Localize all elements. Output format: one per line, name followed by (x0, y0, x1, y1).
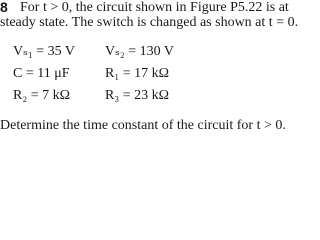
given-values-row (13, 41, 174, 63)
value-r3: R₃ = 23 kΩ (105, 88, 170, 103)
problem-statement-line-1: For t > 0, the circuit shown in Figure P5.22 is at (20, 0, 289, 15)
problem-number: 8 (0, 0, 8, 15)
given-values-row (13, 85, 174, 107)
value-vs2: Vₛ₂ = 130 V (105, 44, 174, 59)
given-values (13, 41, 174, 107)
value-r2: R₂ = 7 kΩ (13, 88, 71, 103)
given-values-row (13, 63, 174, 85)
value-vs1: Vₛ₁ = 35 V (13, 44, 75, 59)
value-r1: R₁ = 17 kΩ (105, 66, 170, 81)
value-c: C = 11 μF (13, 66, 70, 81)
problem-question: Determine the time constant of the circuit for t > 0. (0, 118, 286, 133)
problem-statement-line-2: steady state. The switch is changed as shown at t = 0. (0, 15, 299, 30)
